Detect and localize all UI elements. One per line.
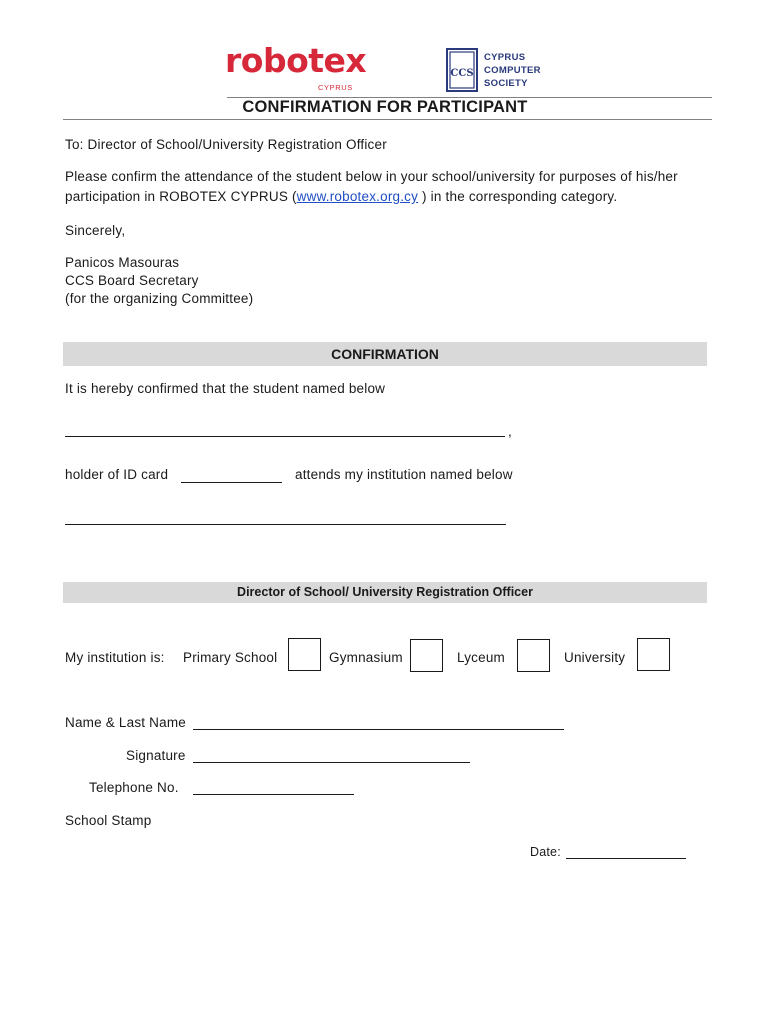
signer-role: CCS Board Secretary bbox=[65, 273, 199, 288]
stamp-label: School Stamp bbox=[65, 813, 152, 828]
robotex-link[interactable]: www.robotex.org.cy bbox=[296, 189, 419, 204]
to-line: To: Director of School/University Registration Officer bbox=[65, 137, 387, 152]
option-label-university: University bbox=[564, 650, 626, 665]
institution-name-line[interactable] bbox=[65, 524, 506, 525]
date-line[interactable] bbox=[566, 858, 686, 859]
confirmation-intro: It is hereby confirmed that the student named below bbox=[65, 381, 386, 396]
ccs-logo-text bbox=[484, 51, 541, 90]
signer-note: (for the organizing Committee) bbox=[65, 291, 254, 306]
ccs-line-2: COMPUTER bbox=[484, 65, 541, 76]
telephone-label: Telephone No. bbox=[89, 780, 179, 795]
option-label-lyceum: Lyceum bbox=[457, 650, 505, 665]
ccs-logo-mark: CCS bbox=[450, 68, 474, 79]
signature-label: Signature bbox=[126, 748, 186, 763]
ccs-line-3: SOCIETY bbox=[484, 78, 528, 89]
confirmation-heading: CONFIRMATION bbox=[63, 342, 707, 366]
telephone-line[interactable] bbox=[193, 794, 354, 795]
student-name-line[interactable] bbox=[65, 436, 505, 437]
body-line-2-pre: participation in ROBOTEX CYPRUS ( bbox=[65, 189, 297, 204]
sincerely: Sincerely, bbox=[65, 223, 126, 238]
body-line-1: Please confirm the attendance of the student below in your school/university for purposes of his/her bbox=[65, 169, 678, 184]
body-line-2 bbox=[65, 189, 617, 204]
name-line[interactable] bbox=[193, 729, 564, 730]
page-title: CONFIRMATION FOR PARTICIPANT bbox=[242, 98, 528, 116]
attends-label: attends my institution named below bbox=[295, 467, 513, 482]
director-heading: Director of School/ University Registration Officer bbox=[63, 582, 707, 603]
option-label-gymnasium: Gymnasium bbox=[329, 650, 403, 665]
id-card-label: holder of ID card bbox=[65, 467, 169, 482]
ccs-logo-icon bbox=[446, 48, 478, 92]
ccs-line-1: CYPRUS bbox=[484, 52, 526, 63]
name-label: Name & Last Name bbox=[65, 715, 186, 730]
title-rule-bottom bbox=[63, 119, 712, 120]
checkbox-gymnasium[interactable] bbox=[410, 639, 443, 672]
date-label: Date: bbox=[530, 845, 561, 859]
checkbox-primary-school[interactable] bbox=[288, 638, 321, 671]
id-card-line[interactable] bbox=[181, 482, 282, 483]
robotex-logo: robotex bbox=[225, 41, 367, 80]
checkbox-university[interactable] bbox=[637, 638, 670, 671]
signer-name: Panicos Masouras bbox=[65, 255, 180, 270]
student-name-comma: , bbox=[508, 424, 512, 439]
signature-line[interactable] bbox=[193, 762, 470, 763]
institution-label: My institution is: bbox=[65, 650, 165, 665]
robotex-logo-subtitle: CYPRUS bbox=[318, 83, 353, 92]
checkbox-lyceum[interactable] bbox=[517, 639, 550, 672]
body-line-2-post: ) in the corresponding category. bbox=[418, 189, 618, 204]
option-label-primary: Primary School bbox=[183, 650, 278, 665]
